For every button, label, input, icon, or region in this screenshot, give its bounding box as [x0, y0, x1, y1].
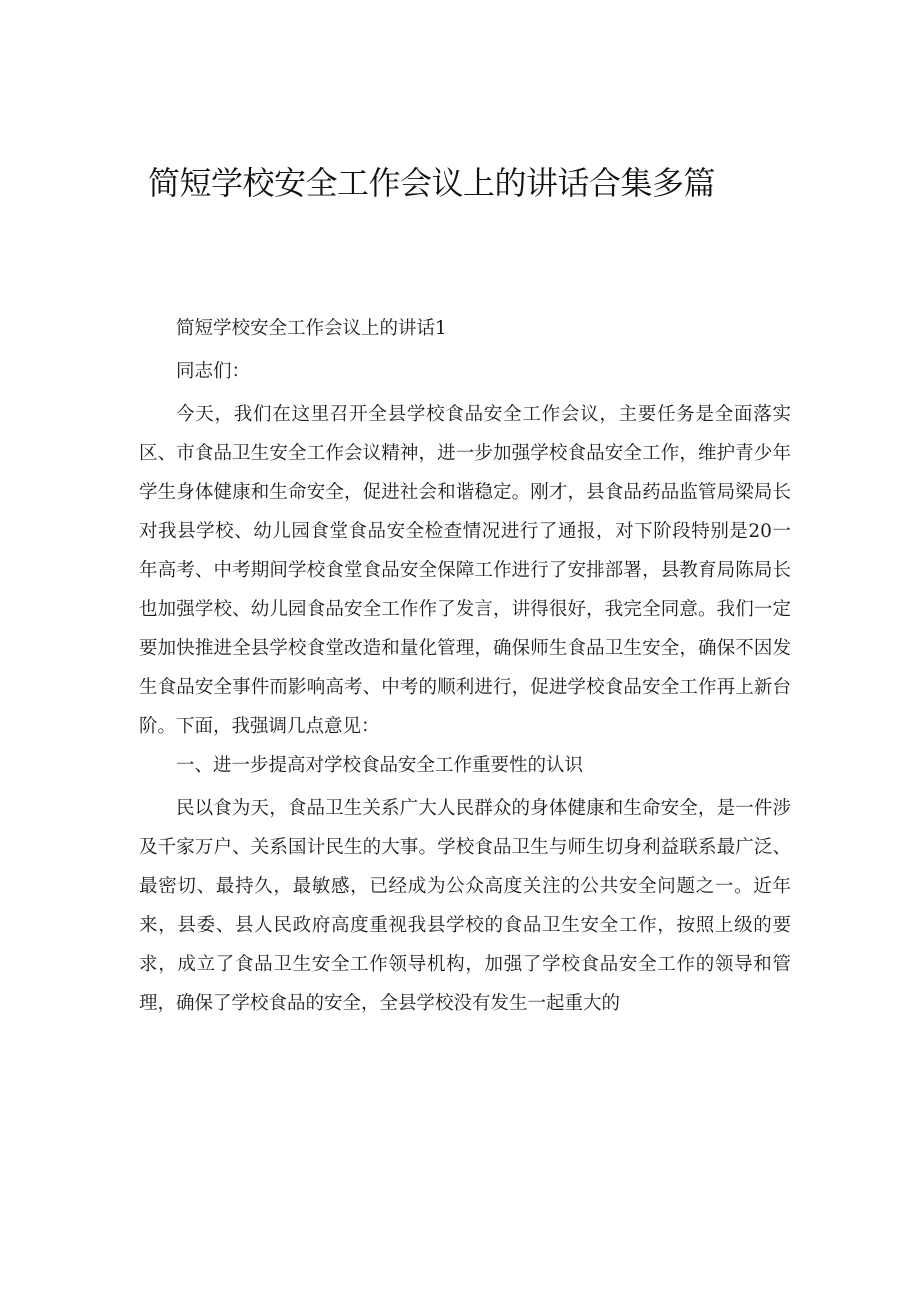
section-heading: 一、进一步提高对学校食品安全工作重要性的认识 [176, 755, 584, 776]
document-body [139, 309, 791, 1023]
paragraph: 今天，我们在这里召开全县学校食品安全工作会议，主要任务是全面落实区、市食品卫生安全工作会议精神，进一步加强学校食品安全工作，维护青少年学生身体健康和生命安全，促进社会和谐稳定。刚才，县食品药品监管局梁局长对我县学校、幼儿园食堂食品安全检查情况进行了通报，对下阶段特别是20一年高考、中考期间学校食堂食品安全保障工作进行了安排部署，县教育局陈局长也加强学校、幼儿园食品安全工作作了发言，讲得很好，我完全同意。我们一定要加快推进全县学校食堂改造和量化管理，确保师生食品卫生安全，确保不因发生食品安全事件而影响高考、中考的顺利进行，促进学校食品安全工作再上新台阶。下面，我强调几点意见： [139, 404, 791, 737]
speech-heading: 简短学校安全工作会议上的讲话1 [176, 318, 447, 339]
document-title: 简短学校安全工作会议上的讲话合集多篇 [148, 164, 716, 202]
paragraph: 民以食为天，食品卫生关系广大人民群众的身体健康和生命安全，是一件涉及千家万户、关系国计民生的大事。学校食品卫生与师生切身利益联系最广泛、最密切、最持久，最敏感，已经成为公众高度关注的公共安全问题之一。近年来，县委、县人民政府高度重视我县学校的食品卫生安全工作，按照上级的要求，成立了食品卫生安全工作领导机构，加强了学校食品安全工作的领导和管理，确保了学校食品的安全，全县学校没有发生一起重大的 [139, 798, 791, 1014]
salutation: 同志们： [176, 361, 251, 382]
